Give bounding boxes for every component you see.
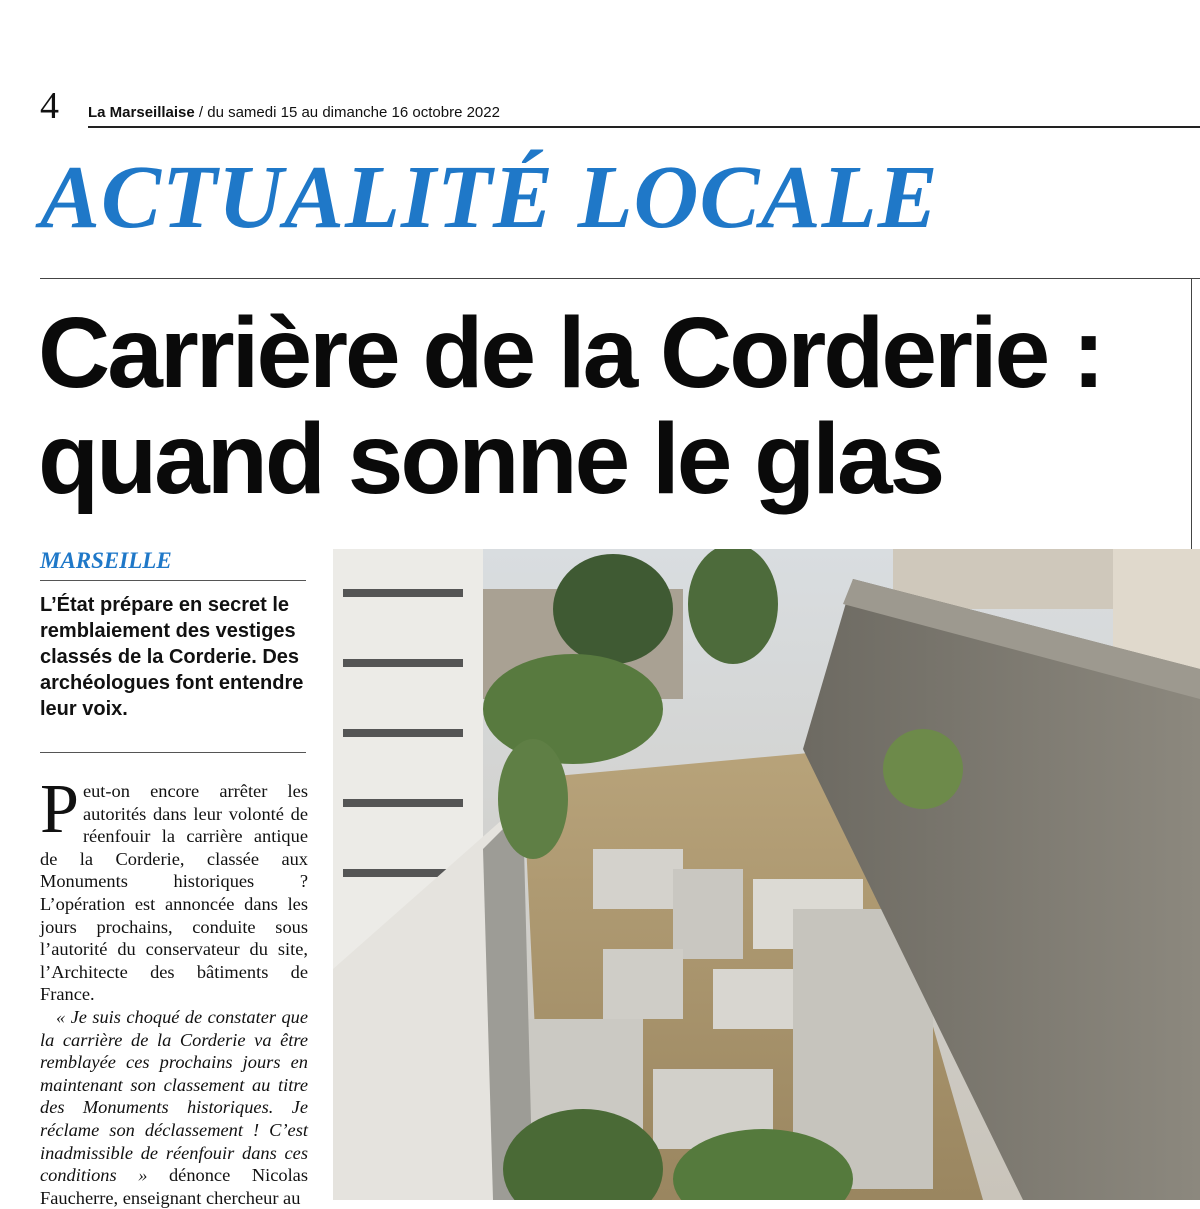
body-paragraph-1-text: eut-on encore arrêter les autorités dans leur volonté de réenfouir la carrière antique de la Corderie, classée aux Monuments historiques ? L’opération est annoncée dans les jours prochains, conduite sous l’autorité du conservateur du site, l’Architecte des bâtiments de France. [40, 781, 308, 1005]
page-number: 4 [40, 85, 59, 127]
body-paragraph-1 [40, 771, 308, 1006]
article-kicker: MARSEILLE [40, 548, 172, 573]
article-standfirst: L’État prépare en secret le remblaiement des vestiges classés de la Corderie. Des archéologues font entendre leur voix. [40, 594, 304, 720]
article-body [40, 771, 308, 1209]
section-rule [40, 278, 1200, 279]
quote-text: « Je suis choqué de constater que la carrière de la Corderie va être remblayée ces prochains jours en maintenant son classement au titre des Monuments historiques. Je réclame son déclassement ! C’est inadmissible de réenfouir dans ces conditions » [40, 1006, 308, 1186]
headline-line-2: quand sonne le glas [38, 403, 943, 515]
kicker-rule [40, 580, 306, 581]
issue-date: / du samedi 15 au dimanche 16 octobre 2022 [194, 104, 500, 121]
headline-line-1: Carrière de la Corderie : [38, 297, 1103, 409]
section-title: ACTUALITÉ LOCALE [40, 148, 939, 247]
running-header [88, 104, 500, 121]
standfirst-rule [40, 752, 306, 753]
body-paragraph-2 [40, 1006, 308, 1209]
article-headline [38, 297, 1188, 515]
drop-cap: P [40, 771, 79, 848]
header-rule [88, 126, 1200, 128]
publication-name: La Marseillaise [88, 104, 195, 121]
body-paragraph-2-tail: dénonce Nicolas Faucherre, enseignant chercheur au [40, 1165, 308, 1208]
article-photo [333, 549, 1200, 1200]
